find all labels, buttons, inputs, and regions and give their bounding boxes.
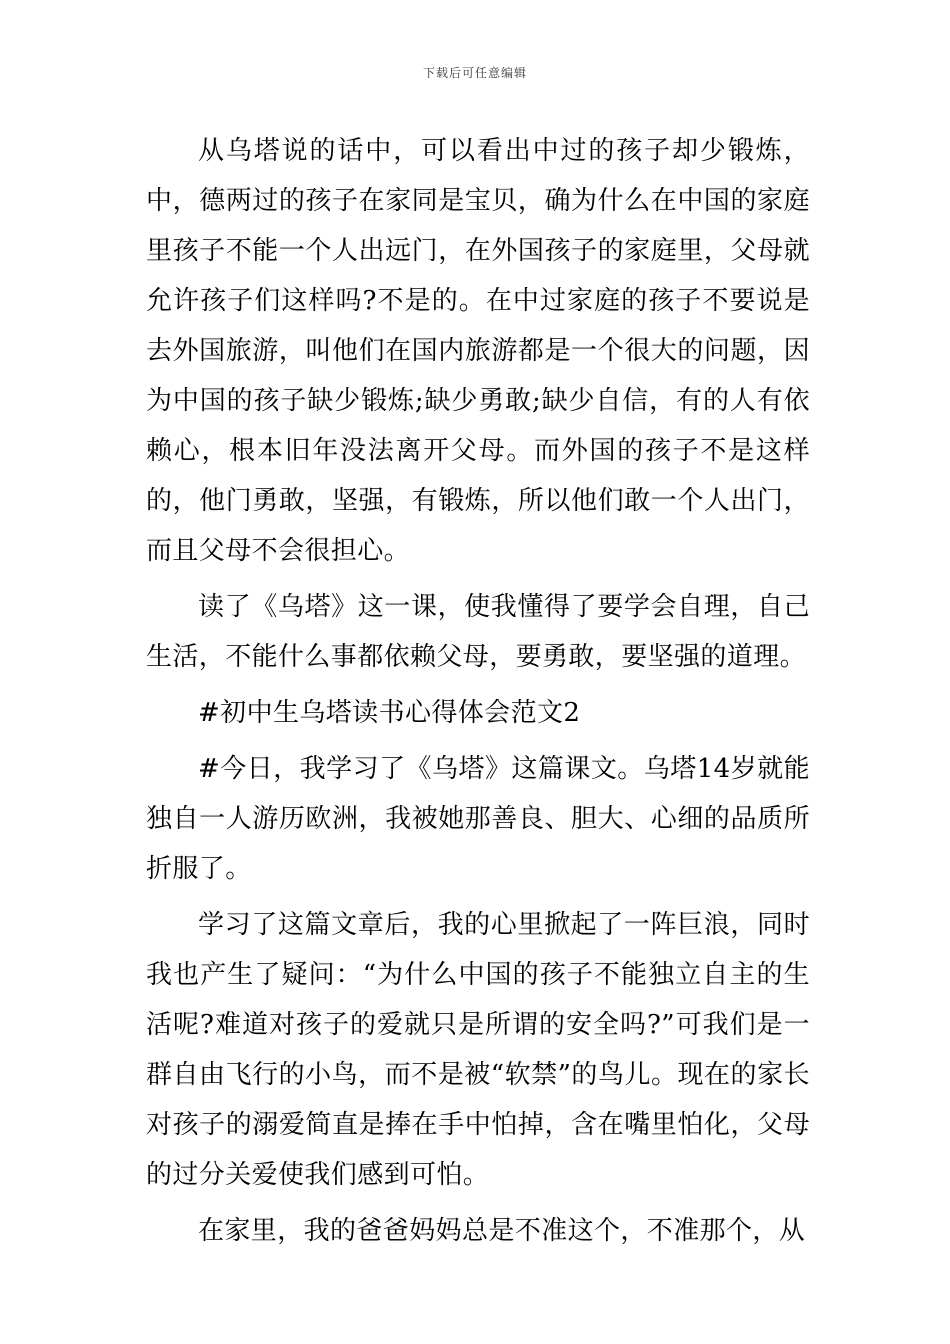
document-body <box>146 126 810 1256</box>
section-heading: #初中生乌塔读书心得体会范文2 <box>198 698 581 728</box>
paragraph-2: 读了《乌塔》这一课，使我懂得了要学会自理，自己生活，不能什么事都依赖父母，要勇敢，要坚强的道理。 <box>146 592 810 672</box>
paragraph-1: 从乌塔说的话中，可以看出中过的孩子却少锻炼，中，德两过的孩子在家同是宝贝，确为什么在中国的家庭里孩子不能一个人出远门，在外国孩子的家庭里，父母就允许孩子们这样吗?不是的。在中过家庭的孩子不要说是去外国旅游，叫他们在国内旅游都是一个很大的问题，因为中国的孩子缺少锻炼;缺少勇敢;缺少自信，有的人有依赖心，根本旧年没法离开父母。而外国的孩子不是这样的，他门勇敢，坚强，有锻炼，所以他们敢一个人出门，而且父母不会很担心。 <box>146 136 810 566</box>
paragraph-3: #今日，我学习了《乌塔》这篇课文。乌塔14岁就能独自一人游历欧洲，我被她那善良、胆大、心细的品质所折服了。 <box>146 754 810 884</box>
paragraph-4: 学习了这篇文章后，我的心里掀起了一阵巨浪，同时我也产生了疑问：“为什么中国的孩子不能独立自主的生活呢?难道对孩子的爱就只是所谓的安全吗?”可我们是一群自由飞行的小鸟，而不是被“软禁”的鸟儿。现在的家长对孩子的溺爱简直是捧在手中怕掉，含在嘴里怕化，父母的过分关爱使我们感到可怕。 <box>146 910 810 1190</box>
page-header-note: 下载后可任意编辑 <box>422 66 527 80</box>
paragraph-5: 在家里，我的爸爸妈妈总是不准这个，不准那个，从 <box>198 1216 806 1246</box>
